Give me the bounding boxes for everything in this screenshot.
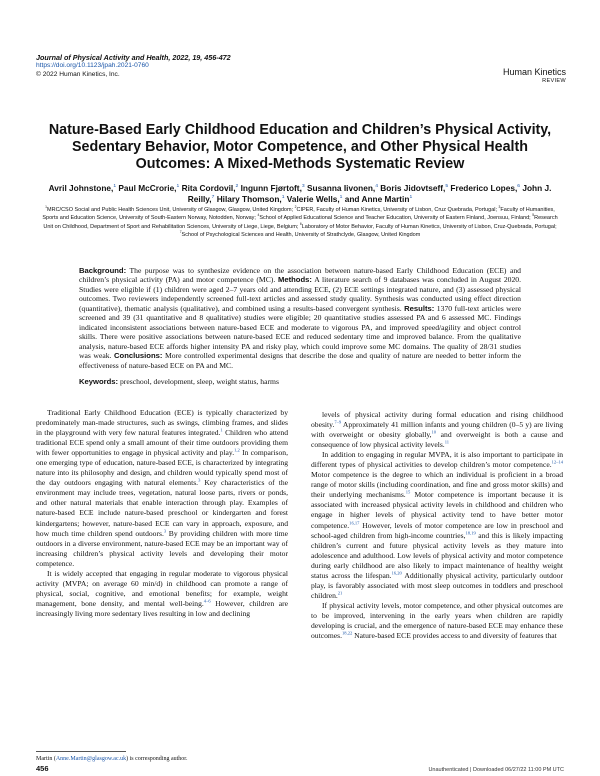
keywords: [79, 377, 521, 386]
abstract-section-label: Background:: [79, 266, 127, 275]
author-name: Hilary Thomson,: [216, 194, 282, 204]
body-text: Key characteristics of the environment may include trees, vegetation, natural loose parts, rivers or ponds, and other natural materials that enable interaction through play. Examples of nature-based ECE include nature-based preschool or kindergarten and forest kindergartens; however, nature-based ECE can vary in approach, exposure, and how much time children spend outdoors.: [36, 478, 288, 538]
body-text: levels of physical activity during formal education and rising childhood obesity.: [311, 410, 563, 430]
body-text: In comparison, one emerging type of education, nature-based ECE, is characterized by integrating nature into its philosophy and design, and children would typically spend most of the day outdoors engaging with natural elements.: [36, 448, 288, 488]
publisher-block: [503, 67, 566, 85]
affiliation-text: CIPER, Faculty of Human Kinetics, University of Lisbon, Cruz Quebrada, Portugal;: [296, 207, 498, 213]
body-text: and this is likely impacting children’s current and future physical activity levels as they mature into adolescence and adulthood. Low levels of physical activity and motor competence during early childhood are also likely to impact maintenance of healthy weight status across the lifespan.: [311, 530, 563, 580]
abstract-section-text: The purpose was to synthesize evidence on the association between nature-based Early Childhood Education (ECE) and children’s physical activity (PA) and motor competence (MC).: [79, 266, 521, 285]
abstract-section-text: A literature search of 9 databases was concluded in August 2020. Studies were eligible if (1) children were aged 2–7 years old and attending ECE, (2) ECE settings integrated nature, and (3) assessed physical outcomes. Two reviewers independently screened full-text articles and assessed study quality. Synthesis was conducted using effect direction (quantitative), thematic analysis (qualitative), and combined using a results-based convergent synthesis.: [79, 275, 522, 313]
citation-reference[interactable]: 4–6: [203, 598, 211, 604]
author-affiliation-mark: 1: [339, 194, 343, 201]
affiliation-mark: 7: [179, 230, 182, 235]
body-column-right: [311, 410, 563, 641]
abstract-section-label: Conclusions:: [114, 351, 163, 361]
keywords-text: preschool, development, sleep, weight status, harms: [119, 377, 279, 386]
author-name: Boris Jidovtseff,: [380, 183, 446, 193]
affiliations: [38, 206, 562, 240]
author-affiliation-mark: 3: [301, 183, 305, 190]
author-list: [38, 183, 562, 205]
body-text: In addition to engaging in regular MVPA, it is also important to participate in different types of physical activities to develop children’s motor competence.: [311, 450, 563, 470]
corresponding-author-footnote: [36, 755, 187, 763]
citation-reference[interactable]: 16,17: [349, 519, 360, 525]
affiliation-text: School of Psychological Sciences and Health, University of Strathclyde, Glasgow, United Kingdom: [181, 232, 421, 239]
author-name: and Anne Martin: [344, 194, 410, 204]
affiliation-mark: 4: [257, 213, 260, 218]
citation-reference[interactable]: 16,20: [391, 570, 402, 576]
abstract-section-label: Results:: [404, 303, 435, 313]
footnote-divider: [36, 751, 126, 752]
citation-reference[interactable]: 1: [220, 427, 223, 433]
body-text: It is widely accepted that engaging in regular moderate to vigorous physical activity (MVPA; on average 60 min/d) in childhood can promote a range of physical, social, cognitive, and emotional benefits; for example, weight management, bone density, and mental well-being.: [36, 568, 288, 608]
body-text: By providing children with more time outdoors in a diverse environment, nature-based ECE may be an important way of increasing children’s physical activity levels and developing their motor competence.: [36, 528, 289, 568]
citation-reference[interactable]: 21: [337, 590, 343, 596]
affiliation-text: Faculty of Humanities, Sports and Education Science, University of South-Eastern Norway, Notodden, Norway;: [42, 207, 555, 222]
body-text: Approximately 41 million infants and young children (0–5 y) are living with overweight or obesity globally,: [311, 420, 563, 440]
footnote-suffix: ) is corresponding author.: [126, 756, 188, 762]
affiliation-mark: 5: [532, 213, 535, 218]
download-stamp: Unauthenticated | Downloaded 06/27/22 11:00 PM UTC: [428, 767, 564, 773]
affiliation-text: MRC/CSO Social and Public Health Sciences Unit, University of Glasgow, Glasgow, United Kingdom;: [47, 207, 294, 213]
publisher-logo-text: Human Kinetics: [502, 67, 566, 77]
journal-citation: Journal of Physical Activity and Health, 2022, 19, 456-472: [36, 53, 231, 62]
article-type-label: REVIEW: [542, 78, 566, 84]
author-name: Frederico Lopes,: [450, 183, 518, 193]
body-text: Traditional Early Childhood Education (ECE) is typically characterized by predominately man-made structures, such as swings, climbing frames, and slides in the playground with very few natural features integrated.: [36, 408, 288, 438]
author-affiliation-mark: 2: [235, 183, 239, 190]
author-affiliation-mark: 1: [176, 183, 180, 190]
body-paragraph: [311, 410, 563, 450]
body-text: Motor competence is important because it is associated with increased physical activity levels in childhood and children who engage in higher levels of physical activity tend to have better motor competence.: [311, 490, 563, 530]
affiliation-mark: 1: [45, 205, 48, 210]
body-text: However, levels of motor competence are low in preschool and school-aged children from high-income countries,: [311, 520, 563, 540]
abstract-section-label: Methods:: [277, 275, 312, 285]
body-text: Additionally physical activity, particularly outdoor play, is favorably associated with most sleep outcomes in toddlers and preschool children.: [311, 570, 563, 600]
corresponding-email-link[interactable]: Anne.Martin@glasgow.ac.uk: [55, 756, 127, 762]
author-affiliation-mark: 5: [445, 183, 449, 190]
author-name: Avril Johnstone,: [48, 183, 114, 193]
citation-reference[interactable]: 18,19: [465, 530, 476, 536]
author-name: Ingunn Fjørtoft,: [240, 183, 302, 193]
body-paragraph: [36, 569, 288, 619]
affiliation-text: Laboratory of Motor Behavior, Faculty of Human Kinetics, University of Lisbon, Cruz-Quebrada, Portugal;: [301, 223, 557, 230]
author-affiliation-mark: 1: [409, 194, 413, 201]
footnote-prefix: Martin (: [36, 756, 56, 762]
citation-reference[interactable]: 1,2: [234, 447, 240, 453]
citation-reference[interactable]: 11: [444, 439, 450, 445]
citation-reference[interactable]: 18,22: [342, 630, 353, 636]
body-text: and overweight is both a cause and consequence of low physical activity levels.: [311, 430, 563, 450]
body-text: If physical activity levels, motor competence, and other physical outcomes are to be improved, intervening in the early years when children are rapidly developing is crucial, and the emergence of nature-based ECE may enhance these outcomes.: [311, 600, 563, 641]
body-column-left: [36, 408, 288, 619]
body-paragraph: [311, 601, 563, 641]
author-name: Susanna Iivonen,: [306, 183, 376, 193]
keywords-label: Keywords:: [79, 377, 119, 386]
affiliation-mark: 3: [498, 205, 501, 210]
author-name: Paul McCrorie,: [118, 183, 177, 193]
author-affiliation-mark: 1: [281, 194, 285, 201]
copyright-notice: © 2022 Human Kinetics, Inc.: [36, 70, 120, 78]
body-text: Children who attend traditional ECE spend only a small amount of their time outdoors providing them with fewer opportunities to engage in physical activity and play.: [36, 428, 288, 458]
journal-header: [36, 53, 566, 93]
page-number: 456: [36, 764, 49, 773]
body-paragraph: [36, 408, 288, 569]
citation-reference[interactable]: 12–14: [551, 459, 563, 465]
citation-reference[interactable]: 15: [405, 489, 411, 495]
author-name: Valerie Wells,: [286, 194, 340, 204]
body-text: Nature-based ECE provides access to and diversity of features that: [352, 631, 557, 641]
author-affiliation-mark: 4: [375, 183, 378, 190]
affiliation-mark: 6: [299, 221, 302, 226]
author-affiliation-mark: 7: [211, 194, 215, 201]
affiliation-mark: 2: [294, 205, 297, 210]
author-affiliation-mark: 1: [113, 183, 117, 190]
author-affiliation-mark: 6: [517, 183, 521, 190]
doi-link[interactable]: https://doi.org/10.1123/jpah.2021-0760: [36, 62, 149, 69]
citation-reference[interactable]: 7–9: [334, 419, 342, 425]
abstract-section-text: More controlled experimental designs that describe the dose and quality of nature are needed to better inform the effectiveness of nature-based ECE on PA and MC.: [79, 351, 521, 370]
affiliation-text: Research Unit on Childhood, Department of Sport and Rehabilitation Sciences, University of Liege, Liege, Belgium;: [43, 215, 558, 230]
citation-reference[interactable]: 10: [431, 429, 437, 435]
body-text: However, children are increasingly living more sedentary lives resulting in low and declining: [36, 598, 288, 618]
author-name: John J. Reilly,: [187, 183, 552, 204]
abstract: [79, 266, 521, 370]
citation-reference[interactable]: 3: [163, 528, 167, 534]
abstract-section-text: 1370 full-text articles were screened and 39 (31 quantitative and 8 qualitative) studies were eligible; 20 quantitative studies assessed PA and 6 assessed MC. Findings indicated inconsistent associations between nature-based ECE and moderate to vigorous PA, and improved speed/agility and object control skills. There were positive associations between nature-based ECE and reduced sedentary time and improved balance. From the qualitative analysis, nature-based ECE affords higher intensity PA and risky play, which could improve some MC domains. The quality of 28/31 studies was weak.: [79, 303, 522, 361]
affiliation-text: School of Applied Educational Science and Teacher Education, University of Eastern Finland, Joensuu, Finland;: [259, 215, 531, 222]
body-paragraph: [311, 450, 563, 601]
article-title: Nature-Based Early Childhood Education and Children’s Physical Activity, Sedentary Behavior, Motor Competence, and Other Physical Health Outcomes: A Mixed-Methods Systematic Review: [48, 122, 552, 172]
body-text: Motor competence is the degree to which an individual is proficient in a broad range of motor skills (including coordination, and fine and gross motor skills) and their underlying mechanisms.: [311, 470, 563, 500]
citation-reference[interactable]: 3: [198, 477, 201, 483]
author-name: Rita Cordovil,: [181, 183, 236, 193]
